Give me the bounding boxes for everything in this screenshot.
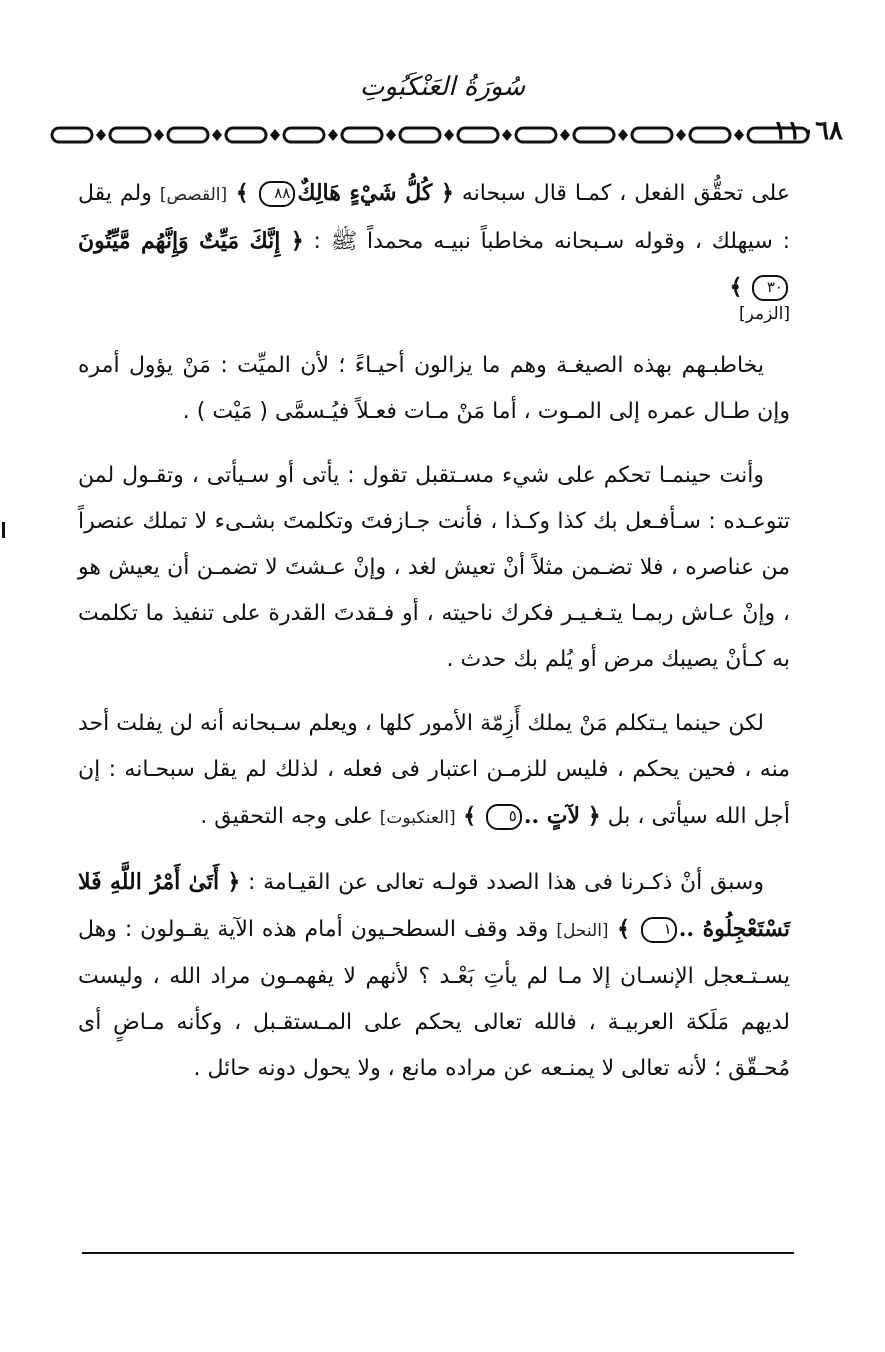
ornate-bracket-open: ﴿ bbox=[432, 181, 454, 206]
ornament-chain-icon bbox=[48, 120, 812, 150]
paragraph-1 bbox=[78, 170, 790, 311]
paragraph-2 bbox=[78, 343, 790, 435]
footer-rule bbox=[82, 1252, 794, 1254]
verse-number-badge: ٨٨ bbox=[259, 181, 295, 207]
surah-reference: [الزمر] bbox=[738, 304, 790, 324]
quran-quote: إِنَّكَ مَيِّتٌ وَإِنَّهُم مَّيِّتُونَ bbox=[78, 228, 281, 254]
verse-number-badge: ٥ bbox=[486, 804, 522, 830]
ornate-bracket-open: ﴿ bbox=[580, 804, 601, 829]
surah-title: سُورَةُ العَنْكَبُوتِ bbox=[359, 72, 526, 102]
text-run: على وجه التحقيق . bbox=[200, 804, 380, 829]
ornate-bracket-close: ﴾ bbox=[608, 917, 639, 942]
text-run: لكن حينما يـتكلم مَنْ يملك أَزِمّة الأمور كلها ، ويعلم سـبحانه أنه لن يفلت أحد منه ، فحين يحكم ، فليس للزمـن اعتبار فى فعله ، لذلك لم يقل سبحـانه : إن أجل الله سيأتى ، بل bbox=[78, 711, 790, 829]
verse-number-badge: ١ bbox=[641, 917, 677, 943]
surah-reference: [القصص] bbox=[159, 185, 228, 205]
quran-quote: لآتٍ .. bbox=[523, 803, 581, 829]
text-run: ولم يقل : سيهلك ، وقوله سـبحانه مخاطباً نبيـه محمداً ﷺ : bbox=[78, 181, 790, 254]
paragraph-4 bbox=[78, 701, 790, 841]
text-run: وسبق أنْ ذكـرنا فى هذا الصدد قولـه تعالى عن القيـامة : bbox=[240, 870, 764, 895]
text-run: يخاطبـهم بهذه الصيغـة وهم ما يزالون أحيـاءً ؛ لأن الميِّت : مَنْ يؤول أمره وإن طـال عمره إلى المـوت ، أما مَنْ مـات فعـلاً فيُـسمَّى ( مَيْت ) . bbox=[78, 353, 790, 424]
paragraph-3 bbox=[78, 453, 790, 683]
text-run: وقد وقف السطحـيون أمام هذه الآية يقـولون : وهل يسـتـعجل الإنسـان إلا مـا لم يأتِ بَعْـد ؟ لأنهم لا يفهمـون مراد الله ، وليست لديهم مَلَكة العربيـة ، فالله تعالى يحكم على المـستقـبل ، وكأنه مـاضٍ أى مُحـقّق ؛ لأنه تعالى لا يمنـعه عن مراده مانع ، ولا يحول دونه حائل . bbox=[78, 917, 790, 1081]
ornate-bracket-close: ﴾ bbox=[227, 181, 258, 206]
scan-mark bbox=[2, 522, 5, 538]
quran-quote: أَتَىٰ أَمْرُ اللَّهِ فَلا تَسْتَعْجِلُوهُ .. bbox=[78, 869, 790, 942]
ornate-bracket-close: ﴾ bbox=[455, 804, 484, 829]
ornate-bracket-open: ﴿ bbox=[280, 229, 304, 254]
surah-reference: [العنكبوت] bbox=[379, 808, 456, 828]
ornate-bracket-open: ﴿ bbox=[219, 870, 241, 895]
ornate-bracket-close: ﴾ bbox=[729, 275, 750, 300]
page-number: ١١٠٦٨ bbox=[773, 116, 843, 146]
text-run: على تحقُّق الفعل ، كمـا قال سبحانه bbox=[453, 181, 790, 206]
text-run: وأنت حينمـا تحكم على شيء مسـتقبل تقول : يأتى أو سـيأتى ، وتقـول لمن تتوعـده : سـأفـعل بك كذا وكـذا ، فأنت جـازفتَ وتكلمتَ بشـىء لا تملك عنصراً من عناصره ، فلا تضـمن مثلاً أنْ تعيش لغد ، وإنْ عـشتَ لا تضمـن أن يعيش هو ، وإنْ عـاش ربمـا يتـغـيـر فكرك ناحيته ، أو فـقدتَ القدرة على تنفيذ ما تكلمت به كـأنْ يصيبك مرض أو يُلم بك حدث . bbox=[78, 463, 790, 672]
ornamental-border bbox=[48, 120, 812, 150]
body-text bbox=[78, 170, 790, 1092]
quran-quote: كُلُّ شَيْءٍ هَالِكٌ bbox=[297, 180, 433, 206]
verse-number-badge: ٣٠ bbox=[752, 275, 788, 301]
surah-reference: [النحل] bbox=[556, 921, 609, 941]
paragraph-5 bbox=[78, 859, 790, 1092]
